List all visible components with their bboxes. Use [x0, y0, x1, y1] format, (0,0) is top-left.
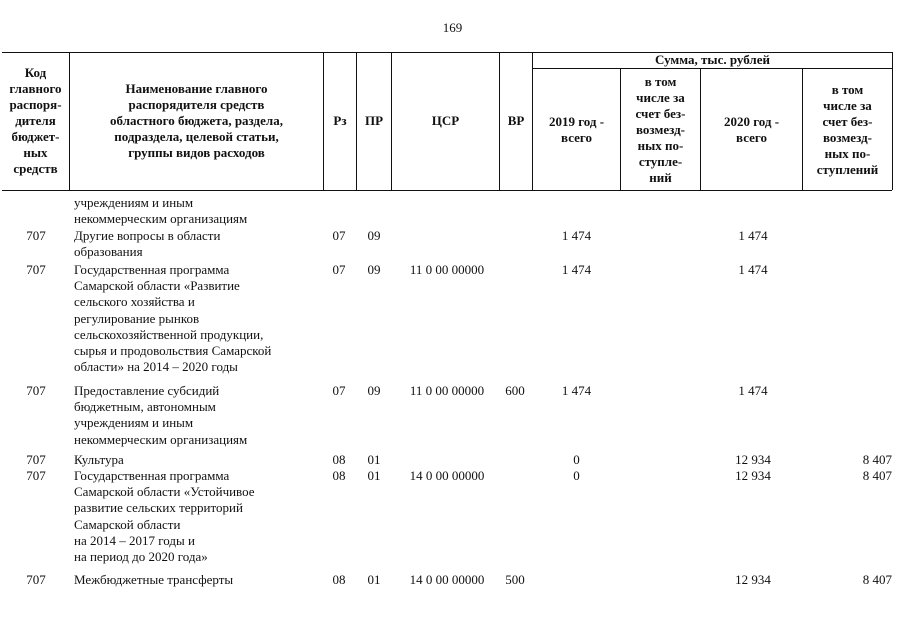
cell-2020-total: 1 474 — [738, 228, 768, 243]
header-2020-bezvozmezd: в том числе за счет без- возмезд- ных по- ступлений — [816, 81, 879, 177]
cell-code: 707 — [26, 383, 46, 398]
cell-2020-total: 1 474 — [738, 262, 768, 277]
cell-csr: 11 0 00 00000 — [409, 262, 485, 277]
cell-pr: 01 — [367, 572, 381, 587]
cell-code: 707 — [26, 572, 46, 587]
header-pr: ПР — [364, 113, 384, 128]
cell-csr: 11 0 00 00000 — [409, 383, 485, 398]
cell-2020-bezvozmezd: 8 407 — [862, 452, 892, 467]
cell-2019-total: 0 — [573, 468, 580, 483]
cell-2020-bezvozmezd: 8 407 — [862, 572, 892, 587]
cell-name: Государственная программа Самарской области «Устойчивое развитие сельских территорий Самарской области на 2014 – 2017 годы и на период до 2020 года» — [74, 468, 255, 565]
cell-pr: 01 — [367, 452, 381, 467]
cell-rz: 07 — [332, 228, 346, 243]
cell-name: Государственная программа Самарской области «Развитие сельского хозяйства и регулирование рынков сельскохозяйственной продукции, сырья и продовольствия Самарской области» на 2014 – 2020 годы — [74, 262, 272, 375]
header-name: Наименование главного распорядителя средств областного бюджета, раздела, подраздела, целевой статьи, группы видов расходов — [110, 81, 283, 160]
page-number: 169 — [442, 20, 463, 35]
cell-vr: 600 — [505, 383, 525, 398]
cell-2020-total: 12 934 — [735, 468, 771, 483]
cell-vr: 500 — [505, 572, 525, 587]
header-sum-group: Сумма, тыс. рублей — [655, 52, 770, 67]
header-2019-bezvozmezd: в том числе за счет без- возмезд- ных по- ступле- ний — [635, 73, 686, 185]
header-2019-total: 2019 год - всего — [548, 113, 605, 145]
header-rz: Рз — [333, 113, 347, 128]
cell-2019-total: 1 474 — [561, 262, 592, 277]
header-csr: ЦСР — [431, 113, 460, 128]
cell-name: Межбюджетные трансферты — [74, 572, 234, 587]
header-vr: ВР — [507, 113, 525, 128]
cell-rz: 08 — [332, 452, 346, 467]
cell-csr: 14 0 00 00000 — [409, 572, 485, 587]
cell-name: Предоставление субсидий бюджетным, автономным учреждениям и иным некоммерческим организациям — [74, 383, 248, 447]
cell-name: Культура — [74, 452, 124, 467]
cell-code: 707 — [26, 468, 46, 483]
cell-code: 707 — [26, 262, 46, 277]
cell-code: 707 — [26, 228, 46, 243]
cell-name: учреждениям и иным некоммерческим организациям — [74, 195, 248, 227]
cell-code: 707 — [26, 452, 46, 467]
cell-rz: 07 — [332, 383, 346, 398]
cell-2020-total: 12 934 — [735, 572, 771, 587]
cell-rz: 07 — [332, 262, 346, 277]
cell-2020-total: 12 934 — [735, 452, 771, 467]
cell-rz: 08 — [332, 572, 346, 587]
cell-pr: 01 — [367, 468, 381, 483]
cell-2019-total: 1 474 — [561, 383, 592, 398]
cell-rz: 08 — [332, 468, 346, 483]
header-2020-total: 2020 год - всего — [723, 113, 780, 145]
cell-csr: 14 0 00 00000 — [409, 468, 485, 483]
cell-2019-total: 0 — [573, 452, 580, 467]
cell-name: Другие вопросы в области образования — [74, 228, 221, 260]
cell-2019-total: 1 474 — [561, 228, 592, 243]
cell-pr: 09 — [367, 383, 381, 398]
cell-pr: 09 — [367, 228, 381, 243]
cell-2020-bezvozmezd: 8 407 — [862, 468, 892, 483]
cell-2020-total: 1 474 — [738, 383, 768, 398]
cell-pr: 09 — [367, 262, 381, 277]
header-code: Код главного распоря- дителя бюджет- ных средств — [9, 65, 62, 176]
